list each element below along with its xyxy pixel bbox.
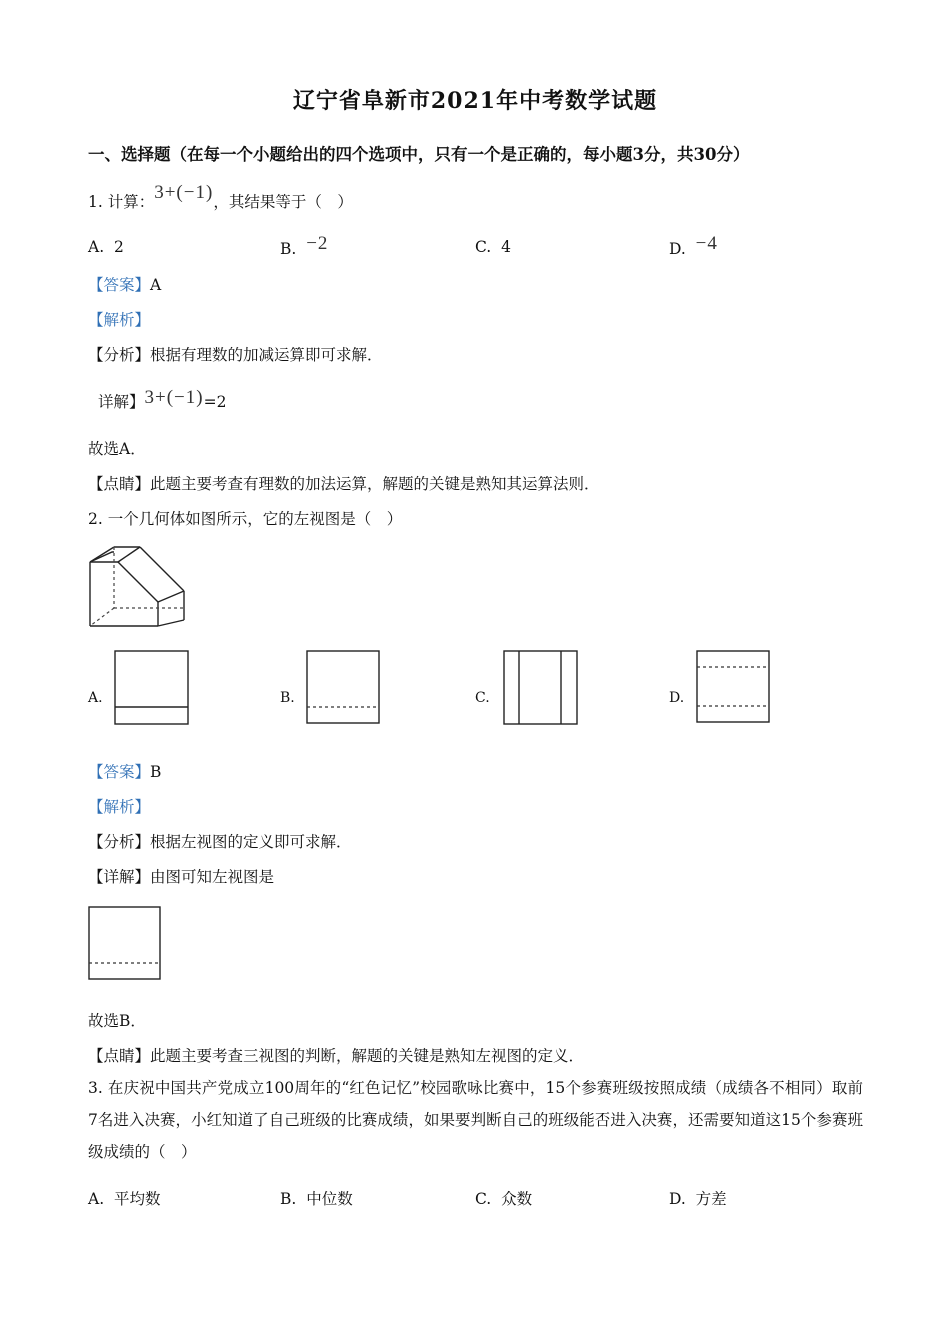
q2-fenxi: 【分析】根据左视图的定义即可求解．: [88, 833, 352, 851]
q1-comment: 【点睛】此题主要考查有理数的加法运算，解题的关键是熟知其运算法则．: [88, 475, 600, 493]
page-title: 辽宁省阜新市2021年中考数学试题: [292, 88, 658, 114]
q3-option-d[interactable]: D. 方差: [669, 1190, 727, 1208]
q2-detail: 【详解】由图可知左视图是: [88, 868, 275, 886]
q1-option-c[interactable]: C. 4: [475, 238, 511, 256]
question-2-stem: 2. 一个几何体如图所示，它的左视图是（ ）: [88, 510, 403, 528]
question-1-stem: [88, 182, 353, 213]
q1-analysis-tag: 【解析】: [88, 311, 151, 329]
q1-option-d[interactable]: D. −4: [669, 233, 718, 258]
q1-option-a[interactable]: A. 2: [88, 238, 124, 256]
q1-fenxi: 【分析】根据有理数的加减运算即可求解．: [88, 346, 383, 364]
section-heading: 一、选择题（在每一个小题给出的四个选项中，只有一个是正确的，每小题3分，共30分）: [88, 145, 750, 164]
q2-option-b-label[interactable]: B.: [280, 690, 295, 706]
q3-option-c[interactable]: C. 众数: [475, 1190, 533, 1208]
q3-option-a[interactable]: A. 平均数: [88, 1190, 161, 1208]
q2-analysis-tag: 【解析】: [88, 798, 151, 816]
q1-answer: 【答案】A: [88, 276, 162, 294]
q1-option-b[interactable]: B. −2: [280, 233, 329, 258]
q1-expression: 3+(−1): [154, 182, 214, 203]
q1-prefix: 1. 计算：: [88, 193, 155, 211]
q2-answer-figure: [88, 906, 164, 982]
q2-option-c-figure[interactable]: [503, 650, 579, 726]
q1-suffix: ，其结果等于（ ）: [213, 193, 353, 211]
q2-option-d-label[interactable]: D.: [669, 690, 685, 706]
answer-tag: 【答案】: [88, 276, 151, 294]
q2-option-c-label[interactable]: C.: [475, 690, 490, 706]
question-3-stem: 3. 在庆祝中国共产党成立100周年的“红色记忆”校园歌咏比赛中，15个参赛班级按照成绩（成绩各不相同）取前7名进入决赛，小红知道了自己班级的比赛成绩，如果要判断自己的班级能否进入决赛，还需要知道这15个参赛班级成绩的（ ）: [88, 1079, 863, 1161]
q2-option-d-figure[interactable]: [696, 650, 772, 726]
q2-choose: 故选B．: [88, 1012, 146, 1030]
q2-option-a-label[interactable]: A.: [88, 690, 103, 706]
q1-choose: 故选A．: [88, 440, 146, 458]
q2-comment: 【点睛】此题主要考查三视图的判断，解题的关键是熟知左视图的定义．: [88, 1047, 585, 1065]
q1-detail: 详解】3+(−1)=2: [98, 387, 227, 411]
q3-option-b[interactable]: B. 中位数: [280, 1190, 353, 1208]
solid-figure: [88, 544, 188, 629]
q2-option-b-figure[interactable]: [306, 650, 382, 726]
q2-option-a-figure[interactable]: [114, 650, 190, 726]
q2-answer: 【答案】B: [88, 763, 162, 781]
